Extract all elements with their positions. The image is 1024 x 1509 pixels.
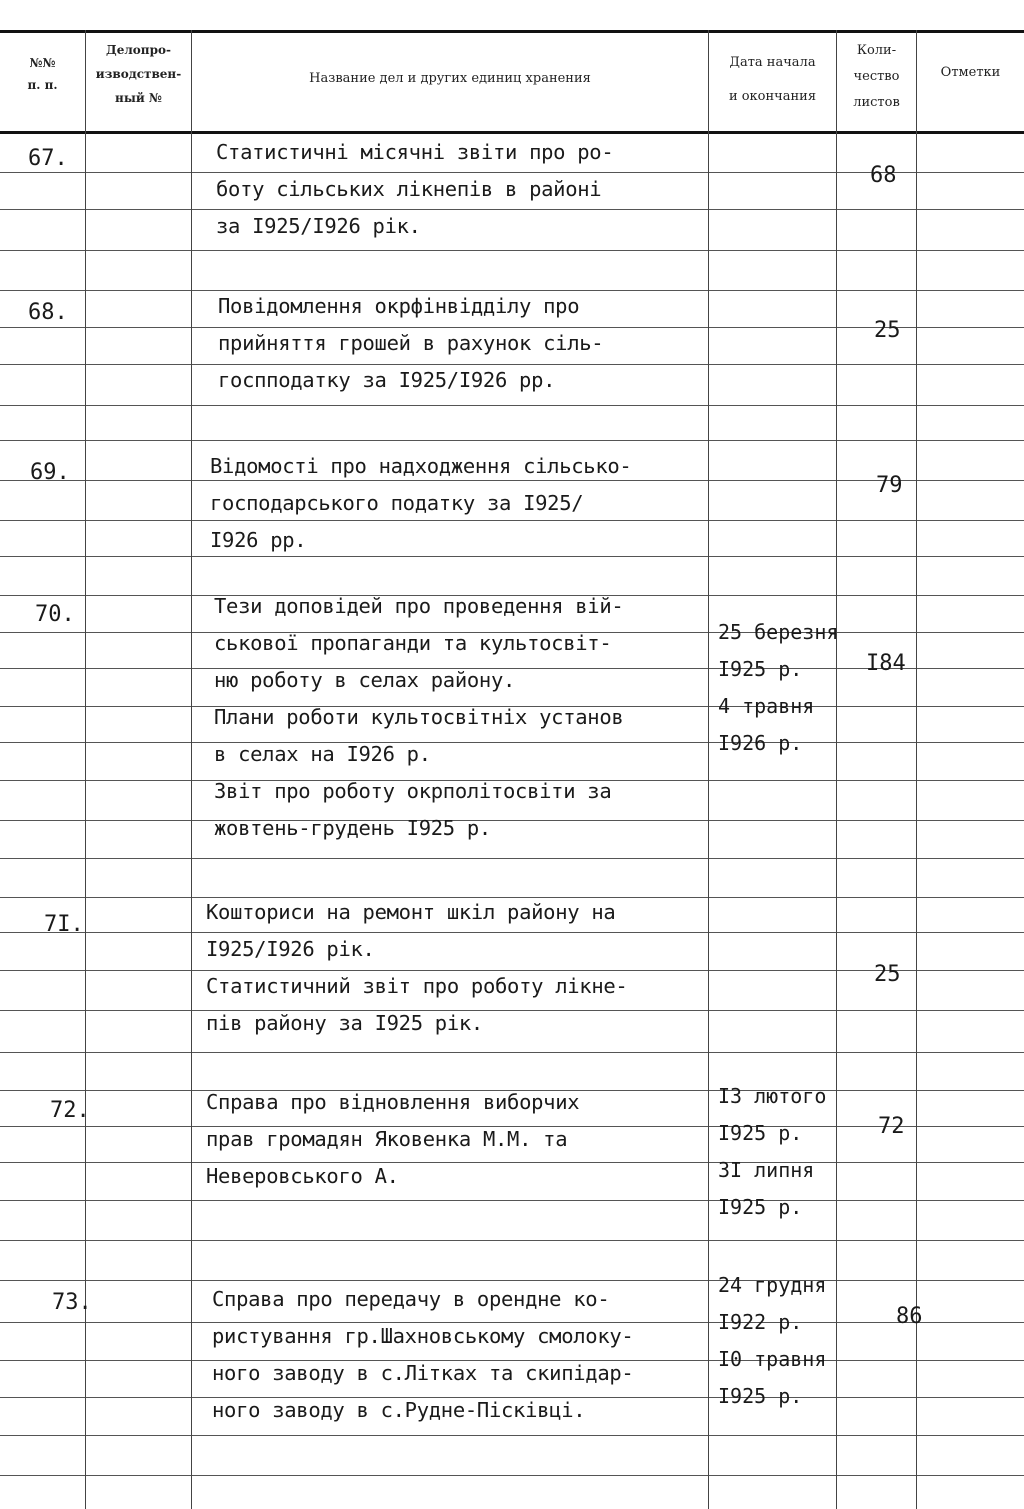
record-sheets: 72 — [878, 1114, 905, 1139]
header-sheets — [837, 38, 916, 116]
title-line: ськової пропаганди та культосвіт- — [214, 631, 612, 655]
title-line: Справа про передачу в орендне ко- — [212, 1287, 610, 1311]
record-dates — [718, 1267, 826, 1415]
header-sheets-line: чество — [853, 69, 900, 84]
header-sheets-line: листов — [853, 95, 900, 110]
date-line: І925 р. — [718, 1384, 803, 1408]
header-dates-line: и окончания — [728, 89, 817, 104]
title-line: Неверовського А. — [206, 1164, 399, 1188]
header-office-line: Делопро- — [106, 43, 171, 57]
title-line: Справа про відновлення виборчих — [206, 1090, 580, 1114]
ruled-line — [0, 1052, 1024, 1053]
date-line: 25 березня — [718, 620, 839, 644]
title-line: Звіт про роботу окрполітосвіти за — [214, 779, 612, 803]
title-line: прийняття грошей в рахунок сіль- — [218, 331, 604, 355]
title-line: Статистичний звіт про роботу лікне- — [206, 974, 628, 998]
record-number: 67. — [28, 146, 68, 171]
title-line: Відомості про надходження сільсько- — [210, 454, 632, 478]
record-number: 70. — [35, 602, 75, 627]
title-line: за І925/І926 рік. — [216, 214, 421, 238]
ruled-line — [0, 250, 1024, 251]
record-number: 69. — [30, 460, 70, 485]
record-sheets: 25 — [874, 962, 901, 987]
title-line: Повідомлення окрфінвідділу про — [218, 294, 580, 318]
record-number: 7І. — [44, 912, 84, 937]
record-sheets: 79 — [876, 473, 903, 498]
title-line: боту сільських лікнепів в районі — [216, 177, 602, 201]
title-line: Статистичні місячні звіти про ро- — [216, 140, 614, 164]
record-number: 73. — [52, 1290, 92, 1315]
ruled-line — [0, 858, 1024, 859]
date-line: І922 р. — [718, 1310, 803, 1334]
record-title — [218, 288, 603, 399]
title-line: І926 рр. — [210, 528, 307, 552]
title-line: Тези доповідей про проведення вій- — [214, 594, 624, 618]
header-dates-line: Дата начала — [729, 55, 816, 70]
header-dates — [709, 46, 836, 114]
record-number: 72. — [50, 1098, 90, 1123]
record-sheets: 68 — [870, 163, 897, 188]
ruled-line — [0, 405, 1024, 406]
column-divider — [916, 30, 917, 1509]
record-number: 68. — [28, 300, 68, 325]
record-title — [214, 588, 623, 847]
date-line: 4 травня — [718, 694, 815, 718]
date-line: І925 р. — [718, 1195, 803, 1219]
record-title — [216, 134, 613, 245]
ruled-line — [0, 1475, 1024, 1476]
title-line: госпподатку за І925/І926 рр. — [218, 368, 556, 392]
column-divider — [836, 30, 837, 1509]
column-divider — [85, 30, 86, 1509]
ruled-line — [0, 1240, 1024, 1241]
record-title — [206, 1084, 579, 1195]
title-line: ного заводу в с.Літках та скипідар- — [212, 1361, 634, 1385]
record-title — [212, 1281, 633, 1429]
table-top-rule — [0, 30, 1024, 33]
record-title — [206, 894, 627, 1042]
title-line: жовтень-грудень І925 р. — [214, 816, 491, 840]
column-divider — [191, 30, 192, 1509]
header-office-line: изводствен- — [95, 67, 182, 81]
title-line: Плани роботи культосвітніх установ — [214, 705, 624, 729]
header-title: Название дел и других единиц хранения — [309, 71, 591, 86]
date-line: І926 р. — [718, 731, 803, 755]
title-line: пів району за І925 рік. — [206, 1011, 483, 1035]
header-number-line: п. п. — [27, 78, 58, 92]
date-line: І925 р. — [718, 1121, 803, 1145]
date-line: ЗІ липня — [718, 1158, 815, 1182]
ruled-line — [0, 1435, 1024, 1436]
title-line: ристування гр.Шахновському смолоку- — [212, 1324, 634, 1348]
date-line: І0 травня — [718, 1347, 827, 1371]
header-sheets-line: Коли- — [856, 43, 897, 58]
record-dates — [718, 614, 838, 762]
title-line: господарського податку за І925/ — [210, 491, 584, 515]
header-number — [0, 52, 85, 96]
header-office-number — [86, 38, 191, 110]
header-office-line: ный № — [115, 91, 162, 105]
record-sheets: І84 — [866, 651, 906, 676]
record-dates — [718, 1078, 826, 1226]
title-line: прав громадян Яковенка М.М. та — [206, 1127, 568, 1151]
title-line: в селах на І926 р. — [214, 742, 431, 766]
record-sheets: 25 — [874, 318, 901, 343]
title-line: Кошториси на ремонт шкіл району на — [206, 900, 616, 924]
header-notes: Отметки — [940, 65, 1001, 80]
date-line: ІЗ лютого — [718, 1084, 827, 1108]
record-title — [210, 448, 631, 559]
column-divider — [708, 30, 709, 1509]
date-line: 24 грудня — [718, 1273, 827, 1297]
title-line: ного заводу в с.Рудне-Пісківці. — [212, 1398, 586, 1422]
header-number-line: №№ — [29, 56, 56, 70]
date-line: І925 р. — [718, 657, 803, 681]
title-line: ню роботу в селах району. — [214, 668, 516, 692]
title-line: І925/І926 рік. — [206, 937, 375, 961]
ruled-line — [0, 440, 1024, 441]
record-sheets: 86 — [896, 1304, 923, 1329]
ruled-line — [0, 1200, 1024, 1201]
